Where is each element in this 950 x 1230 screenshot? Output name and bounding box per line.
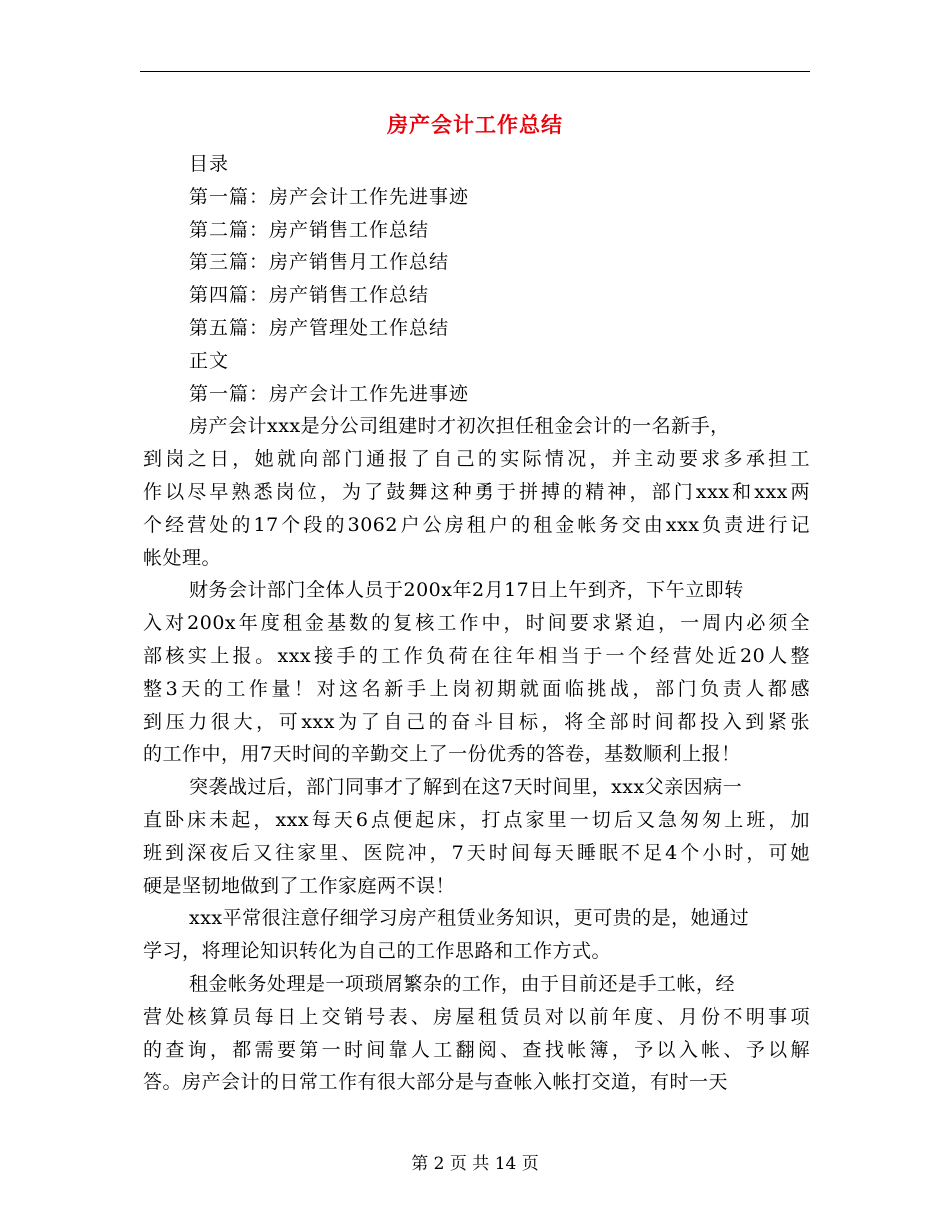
- toc-item: 第五篇：房产管理处工作总结: [189, 316, 450, 339]
- toc-item: 第四篇：房产销售工作总结: [189, 284, 430, 307]
- paragraph-line: 财务会计部门全体人员于200x年2月17日上午到齐，下午立即转: [189, 579, 744, 602]
- paragraph-line: 到岗之日，她就向部门通报了自己的实际情况，并主动要求多承担工: [143, 448, 810, 471]
- paragraph-line: xxx平常很注意仔细学习房产租赁业务知识，更可贵的是，她通过: [189, 907, 750, 930]
- paragraph-line: 部核实上报。xxx接手的工作负荷在往年相当于一个经营处近20人整: [143, 644, 810, 667]
- paragraph-4: [143, 902, 810, 968]
- paragraph-line: 的查询，都需要第一时间靠人工翻阅、查找帐簿，予以入帐、予以解: [143, 1038, 810, 1061]
- paragraph-line: 班到深夜后又往家里、医院冲，7天时间每天睡眠不足4个小时，可她: [143, 841, 810, 864]
- section-title: 第一篇：房产会计工作先进事迹: [189, 382, 470, 405]
- toc-item: 第二篇：房产销售工作总结: [189, 218, 430, 241]
- paragraph-line: 房产会计xxx是分公司组建时才初次担任租金会计的一名新手，: [189, 415, 730, 438]
- toc-item: 第三篇：房产销售月工作总结: [189, 251, 450, 274]
- paragraph-2: [143, 574, 810, 771]
- paragraph-line: 入对200x年度租金基数的复核工作中，时间要求紧迫，一周内必须全: [143, 612, 810, 635]
- paragraph-5: [143, 968, 810, 1099]
- paragraph-line: 到压力很大，可xxx为了自己的奋斗目标，将全部时间都投入到紧张: [143, 710, 810, 733]
- paragraph-line: 硬是坚韧地做到了工作家庭两不误！: [143, 874, 456, 897]
- paragraph-line: 学习，将理论知识转化为自己的工作思路和工作方式。: [143, 940, 612, 963]
- toc-heading: 目录: [189, 153, 230, 175]
- paragraph-3: [143, 771, 810, 902]
- paragraph-line: 整3天的工作量！对这名新手上岗初期就面临挑战，部门负责人都感: [143, 677, 810, 700]
- paragraph-line: 直卧床未起，xxx每天6点便起床，打点家里一切后又急匆匆上班，加: [143, 808, 810, 831]
- body-heading: 正文: [189, 349, 230, 372]
- paragraph-line: 个经营处的17个段的3062户公房租户的租金帐务交由xxx负责进行记: [143, 513, 810, 536]
- header-rule: [140, 71, 810, 72]
- paragraph-1: [143, 410, 810, 574]
- paragraph-line: 的工作中，用7天时间的辛勤交上了一份优秀的答卷，基数顺利上报！: [143, 743, 741, 766]
- paragraph-line: 突袭战过后，部门同事才了解到在这7天时间里，xxx父亲因病一: [189, 776, 743, 799]
- paragraph-line: 营处核算员每日上交销号表、房屋租赁员对以前年度、月份不明事项: [143, 1005, 810, 1028]
- page-footer: 第 2 页 共 14 页: [411, 1154, 539, 1174]
- toc-item: 第一篇：房产会计工作先进事迹: [189, 185, 470, 208]
- document-title: 房产会计工作总结: [387, 112, 563, 137]
- document-body: [143, 148, 810, 1099]
- paragraph-line: 租金帐务处理是一项琐屑繁杂的工作，由于目前还是手工帐，经: [189, 972, 736, 995]
- paragraph-line: 作以尽早熟悉岗位，为了鼓舞这种勇于拼搏的精神，部门xxx和xxx两: [143, 480, 810, 503]
- paragraph-line: 帐处理。: [143, 546, 222, 569]
- paragraph-line: 答。房产会计的日常工作有很大部分是与查帐入帐打交道，有时一天: [143, 1071, 729, 1094]
